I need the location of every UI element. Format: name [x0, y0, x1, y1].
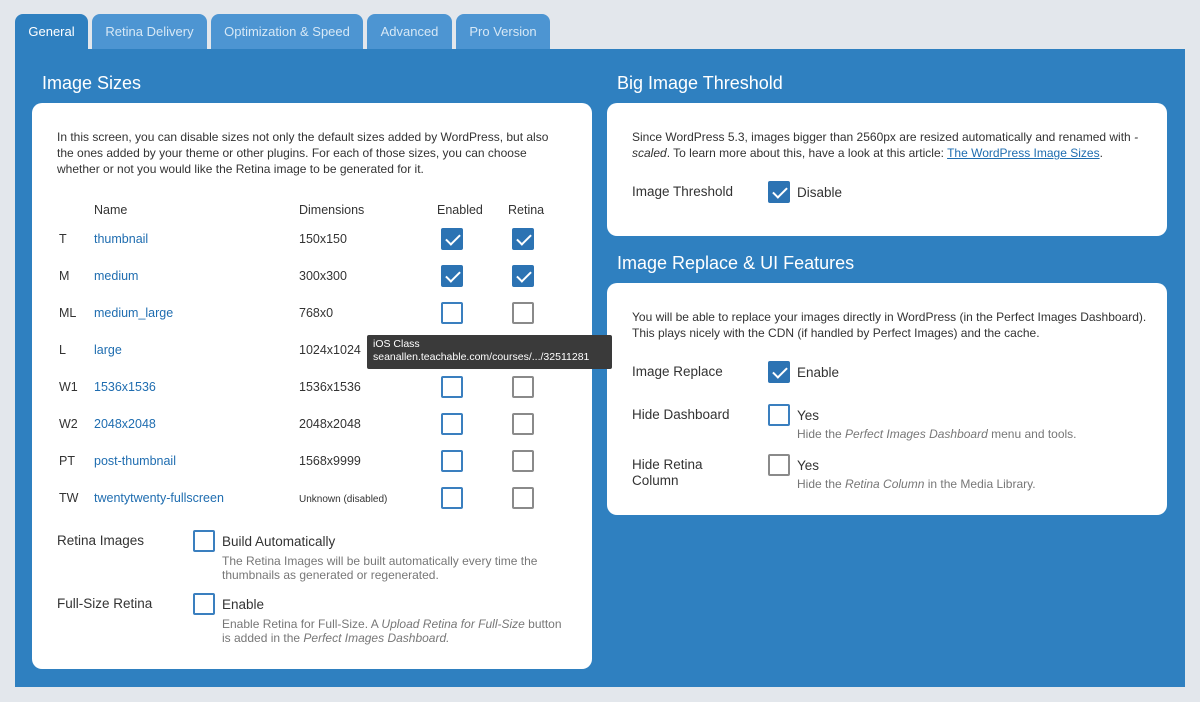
size-dimensions: 2048x2048 — [299, 417, 361, 431]
size-retina-checkbox[interactable] — [512, 413, 534, 435]
hide-retina-column-checkbox[interactable] — [768, 454, 790, 476]
full-size-retina-label: Full-Size Retina — [57, 596, 153, 611]
size-enabled-checkbox[interactable] — [441, 376, 463, 398]
size-dimensions: Unknown (disabled) — [299, 494, 388, 505]
hide-dashboard-checkbox[interactable] — [768, 404, 790, 426]
retina-images-label: Retina Images — [57, 533, 145, 548]
build-automatically-checkbox[interactable] — [193, 530, 215, 552]
tab-retina-delivery[interactable]: Retina Delivery — [92, 14, 207, 49]
size-code: ML — [59, 306, 77, 320]
image-sizes-description: In this screen, you can disable sizes not only the default sizes added by WordPress, but also the ones added by your theme or other plugins. For each of those sizes, you can choose whether or not you would like the Retina image to be generated for it. — [57, 130, 549, 176]
size-code: T — [59, 232, 67, 246]
size-code: M — [59, 269, 70, 283]
size-name-link[interactable]: medium — [94, 269, 139, 283]
hide-retina-column-help: Hide the Retina Column in the Media Library. — [797, 477, 1036, 491]
size-retina-checkbox[interactable] — [512, 450, 534, 472]
full-size-retina-checkbox[interactable] — [193, 593, 215, 615]
tab-pro-version[interactable]: Pro Version — [456, 14, 550, 49]
image-threshold-label: Image Threshold — [632, 184, 734, 199]
image-sizes-title: Image Sizes — [42, 73, 142, 93]
size-dimensions: 1536x1536 — [299, 380, 361, 394]
image-threshold-option: Disable — [797, 185, 843, 200]
size-code: PT — [59, 454, 75, 468]
size-dimensions: 768x0 — [299, 306, 334, 320]
col-header-name: Name — [94, 203, 128, 217]
size-dimensions: 1024x1024 — [299, 343, 361, 357]
big-image-threshold-card — [607, 103, 1167, 236]
size-enabled-checkbox[interactable] — [441, 413, 463, 435]
build-automatically-help: The Retina Images will be built automatically every time the thumbnails as generated or regenerated. — [222, 554, 538, 582]
size-code: W2 — [59, 417, 78, 431]
size-name-link[interactable]: 2048x2048 — [94, 417, 156, 431]
full-size-retina-help: Enable Retina for Full-Size. A Upload Retina for Full-Size button is added in the Perfect Images Dashboard. — [222, 617, 562, 645]
size-name-link[interactable]: large — [94, 343, 122, 357]
size-enabled-checkbox[interactable] — [441, 265, 463, 287]
size-code: L — [59, 343, 66, 357]
size-code: TW — [59, 491, 79, 505]
size-dimensions: 1568x9999 — [299, 454, 361, 468]
tab-optimization-speed[interactable]: Optimization & Speed — [211, 14, 363, 49]
image-replace-description: You will be able to replace your images directly in WordPress (in the Perfect Images Dashboard). This plays nicely with the CDN (if handled by Perfect Images) and the cache. — [632, 310, 1147, 340]
image-replace-checkbox[interactable] — [768, 361, 790, 383]
size-name-link[interactable]: thumbnail — [94, 232, 149, 246]
full-size-retina-option: Enable — [222, 597, 265, 612]
size-name-link[interactable]: medium_large — [94, 306, 174, 320]
size-code: W1 — [59, 380, 78, 394]
size-enabled-checkbox[interactable] — [441, 450, 463, 472]
big-image-description: Since WordPress 5.3, images bigger than 2560px are resized automatically and renamed with -scaled. To learn more about this, have a look at this article: The WordPress Image Sizes. — [632, 130, 1139, 160]
big-image-threshold-title: Big Image Threshold — [617, 73, 783, 93]
size-enabled-checkbox[interactable] — [441, 302, 463, 324]
size-retina-checkbox[interactable] — [512, 265, 534, 287]
image-threshold-checkbox[interactable] — [768, 181, 790, 203]
size-name-link[interactable]: post-thumbnail — [94, 454, 176, 468]
size-retina-checkbox[interactable] — [512, 376, 534, 398]
image-replace-option: Enable — [797, 365, 840, 380]
link-tooltip: iOS Class seanallen.teachable.com/courses/.../32511281 — [367, 335, 612, 369]
col-header-retina: Retina — [508, 203, 545, 217]
tab-general[interactable]: General — [15, 14, 88, 49]
hide-dashboard-label: Hide Dashboard — [632, 407, 730, 422]
size-enabled-checkbox[interactable] — [441, 228, 463, 250]
hide-retina-column-label: Hide Retina Column — [632, 457, 703, 488]
tab-advanced[interactable]: Advanced — [367, 14, 452, 49]
build-automatically-label: Build Automatically — [222, 534, 336, 549]
hide-dashboard-help: Hide the Perfect Images Dashboard menu and tools. — [797, 427, 1077, 441]
col-header-enabled: Enabled — [437, 203, 483, 217]
wordpress-image-sizes-link[interactable]: The WordPress Image Sizes — [947, 146, 1100, 160]
hide-retina-column-option: Yes — [797, 458, 820, 473]
size-retina-checkbox[interactable] — [512, 228, 534, 250]
size-dimensions: 300x300 — [299, 269, 347, 283]
size-name-link[interactable]: twentytwenty-fullscreen — [94, 491, 224, 505]
size-enabled-checkbox[interactable] — [441, 487, 463, 509]
image-replace-label: Image Replace — [632, 364, 723, 379]
size-retina-checkbox[interactable] — [512, 487, 534, 509]
size-name-link[interactable]: 1536x1536 — [94, 380, 156, 394]
image-replace-title: Image Replace & UI Features — [617, 253, 855, 273]
size-dimensions: 150x150 — [299, 232, 347, 246]
size-retina-checkbox[interactable] — [512, 302, 534, 324]
col-header-dimensions: Dimensions — [299, 203, 365, 217]
hide-dashboard-option: Yes — [797, 408, 820, 423]
